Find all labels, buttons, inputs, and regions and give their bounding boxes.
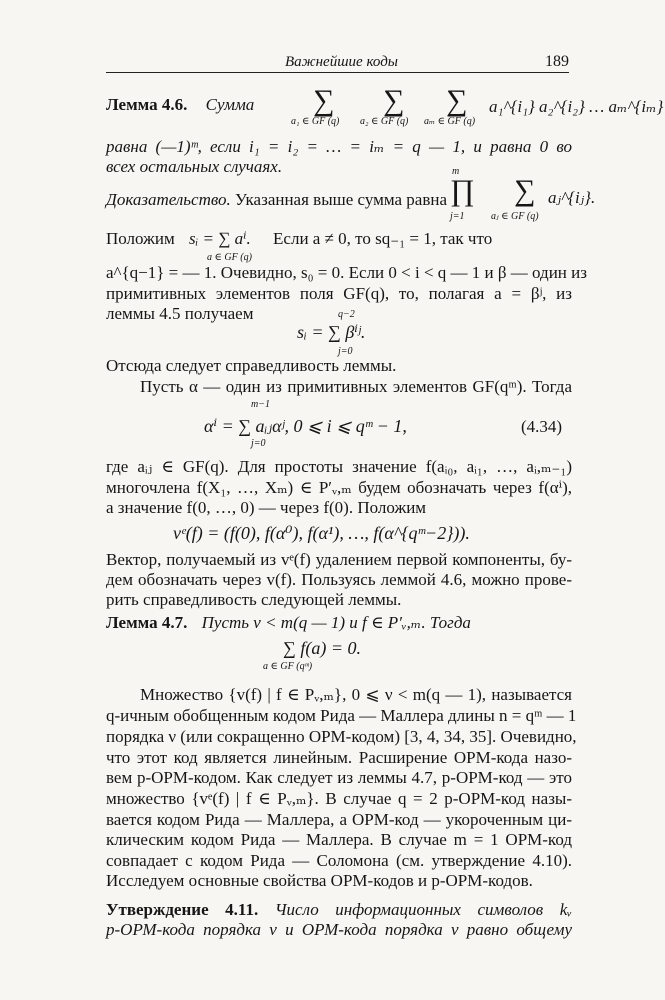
- si-definition: sᵢ = ∑ aⁱ.: [188, 229, 251, 248]
- alpha-formula: αⁱ = ∑ aᵢⱼαʲ, 0 ⩽ i ⩽ qᵐ − 1,: [204, 416, 407, 436]
- opm-line-8: клическим кодом Рида — Маллера. В случае m = 1 ОРМ-код: [106, 830, 572, 849]
- sum-range-2: a₂ ∈ GF (q): [360, 116, 409, 127]
- lemma-4-7-formula-range: a ∈ GF (qᵐ): [263, 661, 313, 672]
- product-lower-limit: j=1: [450, 211, 465, 222]
- lemma-4-7-formula: ∑ f(a) = 0.: [283, 638, 361, 658]
- opm-line-1: Множество {v(f) | f ∈ Pᵥ,ₘ}, 0 ⩽ ν < m(q — 1), называется: [140, 685, 572, 704]
- opm-line-10: Исследуем основные свойства ОРМ-кодов и р-ОРМ-кодов.: [106, 871, 533, 890]
- si-intro: Положим: [106, 229, 175, 248]
- si-sum-range: a ∈ GF (q): [207, 252, 252, 263]
- product-upper-limit: m: [452, 166, 460, 177]
- opm-line-6: множество {vᵉ(f) | f ∈ Pᵥ,ₘ}. В случае q = 2 р-ОРМ-код назы-: [106, 789, 572, 808]
- inner-sum-operator: ∑: [514, 174, 536, 207]
- equation-number: (4.34): [521, 417, 563, 436]
- opm-line-3: порядка ν (или сокращенно ОРМ-кодом) [3, 4, 34, 35]. Очевидно,: [106, 727, 577, 746]
- si-line-3: примитивных элементов поля GF(q), то, полагая a = βʲ, из: [106, 284, 572, 303]
- ve-formula: vᵉ(f) = (f(0), f(α⁰), f(α¹), …, f(α^{qᵐ−2})).: [173, 523, 470, 543]
- running-title: Важнейшие коды: [285, 54, 398, 70]
- sum-range-3: aₘ ∈ GF (q): [424, 116, 476, 127]
- lemma-4-7-statement: Пусть ν < m(q — 1) и f ∈ P′ᵥ,ₘ. Тогда: [201, 613, 471, 632]
- lemma-4-6-line-3: всех остальных случаях.: [106, 157, 283, 176]
- lemma-4-6-statement-word: Сумма: [205, 95, 255, 114]
- si-line-4: леммы 4.5 получаем: [106, 304, 254, 323]
- alpha-formula-lower: j=0: [251, 438, 266, 449]
- alpha-line-1: Пусть α — один из примитивных элементов GF(qᵐ). Тогда: [140, 377, 572, 396]
- sum-range-1: a₁ ∈ GF (q): [291, 116, 340, 127]
- proof-text: Указанная выше сумма равна: [230, 190, 448, 209]
- statement-4-11-line-1: [106, 900, 572, 920]
- si-conclusion: Отсюда следует справедливость леммы.: [106, 356, 397, 375]
- alpha-line-7: рить справедливость следующей леммы.: [106, 590, 402, 609]
- opm-line-7: вается кодом Рида — Маллера, а ОРМ-код — укороченным ци-: [106, 810, 572, 829]
- sum-operator-2: ∑: [383, 84, 405, 117]
- statement-4-11-label: Утверждение 4.11.: [106, 900, 259, 919]
- page-header: [106, 50, 569, 73]
- lemma-4-6-summand: a₁^{i₁} a₂^{i₂} … aₘ^{iₘ}: [489, 97, 664, 116]
- alpha-line-3: многочлена f(X₁, …, Xₘ) ∈ P′ᵥ,ₘ будем обозначать через f(αⁱ),: [106, 478, 572, 497]
- opm-line-5: вем р-ОРМ-кодом. Как следует из леммы 4.7, р-ОРМ-код — это: [106, 768, 572, 787]
- lemma-4-7-heading: [106, 613, 572, 633]
- opm-line-4: что этот код является линейным. Расширение ОРМ-кода назо-: [106, 748, 572, 767]
- inner-sum-range: aⱼ ∈ GF (q): [491, 211, 539, 222]
- si-formula-upper: q−2: [338, 309, 355, 320]
- lemma-4-7-label: Лемма 4.7.: [106, 613, 188, 632]
- si-line-2: a^{q−1} = — 1. Очевидно, s₀ = 0. Если 0 < i < q — 1 и β — один из: [106, 263, 587, 282]
- positioning-line: [106, 229, 572, 249]
- sum-operator-1: ∑: [313, 84, 335, 117]
- proof-line: [106, 190, 572, 210]
- si-formula: sᵢ = ∑ βⁱʲ.: [297, 322, 366, 342]
- proof-label: Доказательство.: [106, 190, 231, 209]
- statement-4-11-text-1: Число информационных символов kᵥ: [274, 900, 573, 919]
- opm-line-9: совпадает с кодом Рида — Соломона (см. утверждение 4.10).: [106, 851, 572, 870]
- alpha-line-2: где aᵢⱼ ∈ GF(q). Для простоты значение f(aᵢ₀, aᵢ₁, …, aᵢ,ₘ₋₁): [106, 457, 572, 476]
- si-formula-lower: j=0: [338, 346, 353, 357]
- product-operator: ∏: [450, 174, 475, 207]
- si-conditions: Если a ≠ 0, то sq₋₁ = 1, так что: [273, 229, 493, 248]
- page-number: 189: [545, 53, 569, 70]
- alpha-line-4: а значение f(0, …, 0) — через f(0). Положим: [106, 498, 427, 517]
- opm-line-2: q-ичным обобщенным кодом Рида — Маллера длины n = qᵐ — 1: [106, 706, 577, 725]
- alpha-line-6: дем обозначать через v(f). Пользуясь леммой 4.6, можно прове-: [106, 570, 572, 589]
- inner-term: aⱼ^{iⱼ}.: [548, 188, 596, 207]
- alpha-line-5: Вектор, получаемый из vᵉ(f) удалением первой компоненты, бу-: [106, 550, 572, 569]
- lemma-4-6-line-2: равна (—1)ᵐ, если i₁ = i₂ = … = iₘ = q — 1, и равна 0 во: [106, 137, 572, 156]
- statement-4-11-line-2: р-ОРМ-кода порядка ν и ОРМ-кода порядка ν равно общему: [106, 920, 572, 939]
- lemma-4-6-label: Лемма 4.6.: [106, 95, 188, 114]
- sum-operator-3: ∑: [446, 84, 468, 117]
- alpha-formula-upper: m−1: [251, 399, 270, 410]
